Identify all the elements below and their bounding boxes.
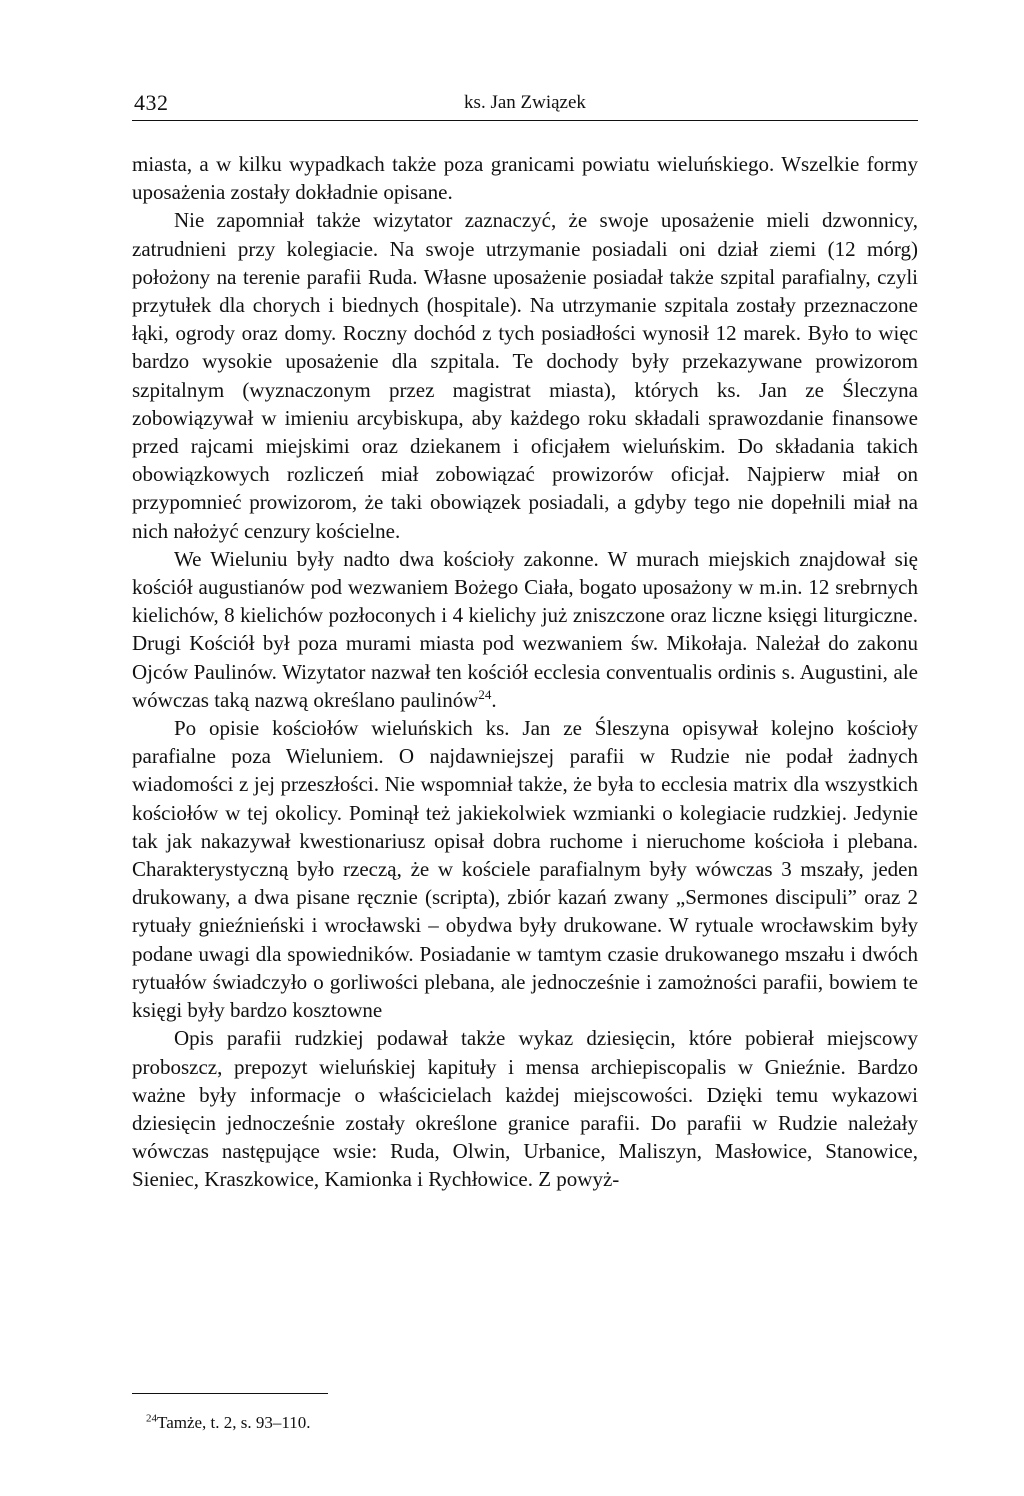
paragraph-1: miasta, a w kilku wypadkach także poza granicami powiatu wieluńskiego. Wszelkie formy uposażenia zostały dokładnie opisane. [132, 152, 918, 205]
footnote-number: 24 [146, 1412, 157, 1425]
footnote-divider [132, 1393, 328, 1394]
paragraph-3-text: We Wieluniu były nadto dwa kościoły zakonne. W murach miejskich znajdował się kościół augustianów pod wezwaniem Bożego Ciała, bogato uposażony w m.in. 12 srebrnych kielichów, 8 kielichów pozłoconych i 4 kielichy już zniszczone oraz liczne księgi liturgiczne. Drugi Kościół był poza murami miasta pod wezwaniem św. Mikołaja. Należał do zakonu Ojców Paulinów. Wizytator nazwał ten kościół ecclesia conventualis ordinis s. Augustini, ale wówczas taką nazwą określano paulinów [132, 546, 918, 712]
paragraph-5: Opis parafii rudzkiej podawał także wykaz dziesięcin, które pobierał miejscowy proboszcz, prepozyt wieluńskiej kapituły i mensa archiepiscopalis w Gnieźnie. Bardzo ważne były informacje o właścicielach każdej miejscowości. Dzięki temu wykazowi dziesięcin jednocześnie zostały określone granice parafii. Do parafii w Rudzie należały wówczas następujące wsie: Ruda, Olwin, Urbanice, Maliszyn, Masłowice, Stanowice, Sieniec, Kraszkowice, Kamionka i Rychłowice. Z powyż- [132, 1026, 918, 1192]
paragraph-4: Po opisie kościołów wieluńskich ks. Jan ze Śleszyna opisywał kolejno kościoły parafialne poza Wieluniem. O najdawniejszej parafii w Rudzie nie podał żadnych wiadomości z jej przeszłości. Nie wspomniał także, że była to ecclesia matrix dla wszystkich kościołów w tej okolicy. Pominął też jakiekolwiek wzmianki o kolegiacie rudzkiej. Jedynie tak jak nakazywał kwestionariusz opisał dobra ruchome i nieruchome kościoła i plebana. Charakterystyczną było rzeczą, że w kościele parafialnym były wówczas 3 mszały, jeden drukowany, a dwa pisane ręcznie (scripta), zbiór kazań zwany „Sermones discipuli” oraz 2 rytuały gnieźnieński i wrocławski – obydwa były drukowane. W rytuale wrocławskim były podane uwagi dla spowiedników. Posiadanie w tamtym czasie drukowanego mszału i dwóch rytuałów świadczyło o gorliwości plebana, ale jednocześnie i zamożności parafii, bowiem te księgi były bardzo kosztowne [132, 716, 918, 1023]
body-text [132, 150, 918, 1194]
paragraph-3-end: . [491, 687, 497, 712]
footnote [146, 1413, 311, 1433]
paragraph-3 [132, 545, 918, 714]
running-head: ks. Jan Związek [464, 92, 586, 113]
page-number: 432 [134, 90, 169, 115]
paragraph-2: Nie zapomniał także wizytator zaznaczyć, że swoje uposażenie mieli dzwonnicy, zatrudnieni przy kolegiacie. Na swoje utrzymanie posiadali oni dział ziemi (12 mórg) położony na terenie parafii Ruda. Własne uposażenie posiadał także szpital parafialny, czyli przytułek dla chorych i biednych (hospitale). Na utrzymanie szpitala zostały przeznaczone łąki, ogrody oraz domy. Roczny dochód z tych posiadłości wynosił 12 marek. Było to więc bardzo wysokie uposażenie dla szpitala. Te dochody były przekazywane prowizorom szpitalnym (wyznaczonym przez magistrat miasta), których ks. Jan ze Śleczyna zobowiązywał w imieniu arcybiskupa, aby każdego roku składali sprawozdanie finansowe przed rajcami miejskimi oraz dziekanem i oficjałem wieluńskim. Do składania takich obowiązkowych rozliczeń miał zobowiązać prowizorów oficjał. Najpierw miał on przypomnieć prowizorom, że taki obowiązek posiadali, a gdyby tego nie dopełnili miał na nich nałożyć cenzury kościelne. [132, 208, 918, 543]
footnote-reference[interactable]: 24 [478, 686, 492, 702]
footnote-text: Tamże, t. 2, s. 93–110. [157, 1413, 311, 1432]
page-header [132, 86, 918, 121]
